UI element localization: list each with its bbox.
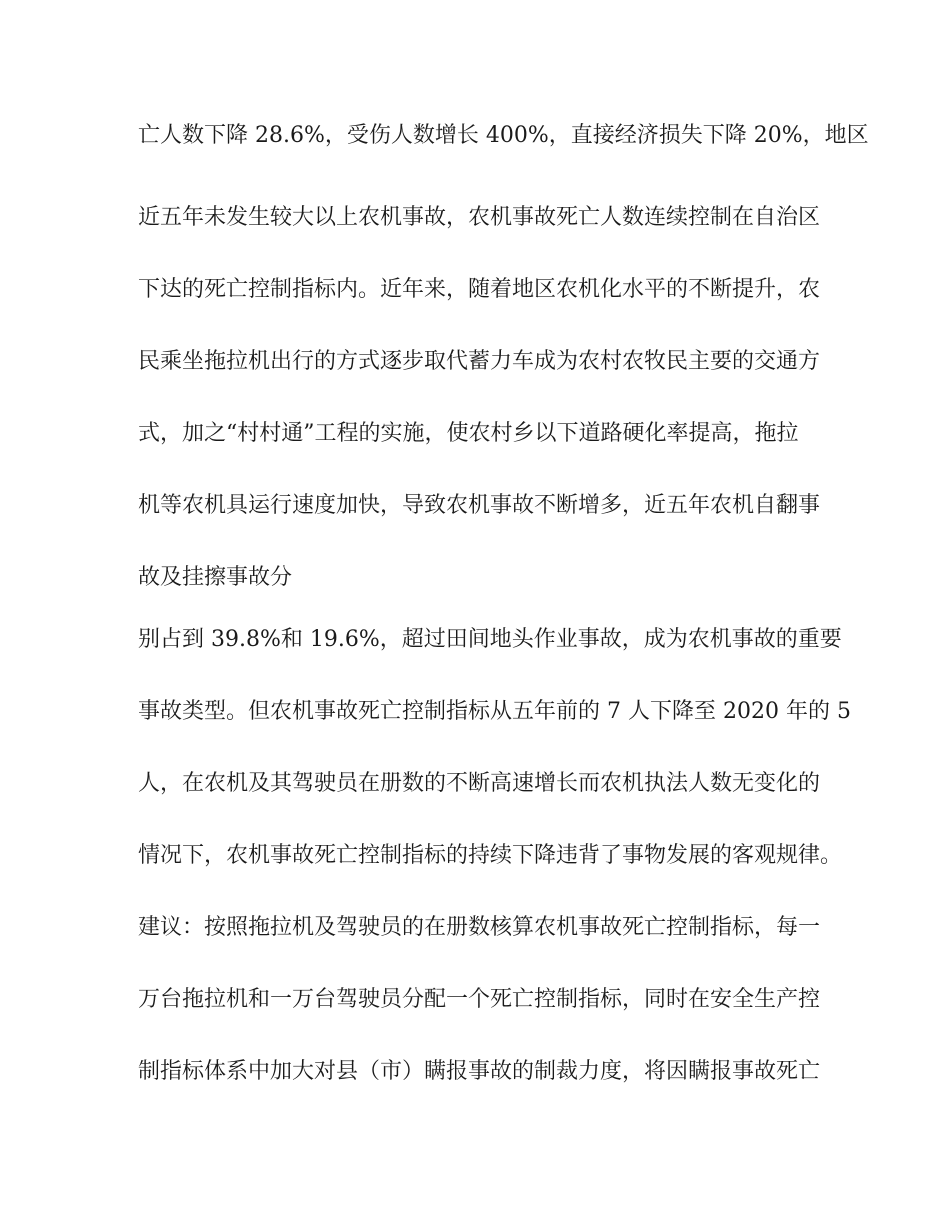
text-line-1: 亡人数下降 28.6%，受伤人数增长 400%，直接经济损失下降 20%，地区 <box>138 123 869 148</box>
text-line-12: 建议：按照拖拉机及驾驶员的在册数核算农机事故死亡控制指标，每一 <box>138 915 821 940</box>
text-line-4: 民乘坐拖拉机出行的方式逐步取代蓄力车成为农村农牧民主要的交通方 <box>138 349 821 374</box>
text-line-10: 人，在农机及其驾驶员在册数的不断高速增长而农机执法人数无变化的 <box>138 771 821 796</box>
text-line-9: 事故类型。但农机事故死亡控制指标从五年前的 7 人下降至 2020 年的 5 <box>138 699 851 724</box>
text-line-3: 下达的死亡控制指标内。近年来，随着地区农机化水平的不断提升，农 <box>138 277 821 302</box>
text-line-13: 万台拖拉机和一万台驾驶员分配一个死亡控制指标，同时在安全生产控 <box>138 987 821 1012</box>
text-line-11: 情况下，农机事故死亡控制指标的持续下降违背了事物发展的客观规律。 <box>138 843 843 868</box>
text-line-7: 故及挂擦事故分 <box>138 565 293 590</box>
text-line-8: 别占到 39.8%和 19.6%，超过田间地头作业事故，成为农机事故的重要 <box>138 627 842 652</box>
text-line-14: 制指标体系中加大对县（市）瞒报事故的制裁力度，将因瞒报事故死亡 <box>138 1059 821 1084</box>
text-line-2: 近五年未发生较大以上农机事故，农机事故死亡人数连续控制在自治区 <box>138 205 821 230</box>
text-line-5: 式，加之“村村通”工程的实施，使农村乡以下道路硬化率提高，拖拉 <box>138 421 799 446</box>
text-line-6: 机等农机具运行速度加快，导致农机事故不断增多，近五年农机自翻事 <box>138 493 821 518</box>
